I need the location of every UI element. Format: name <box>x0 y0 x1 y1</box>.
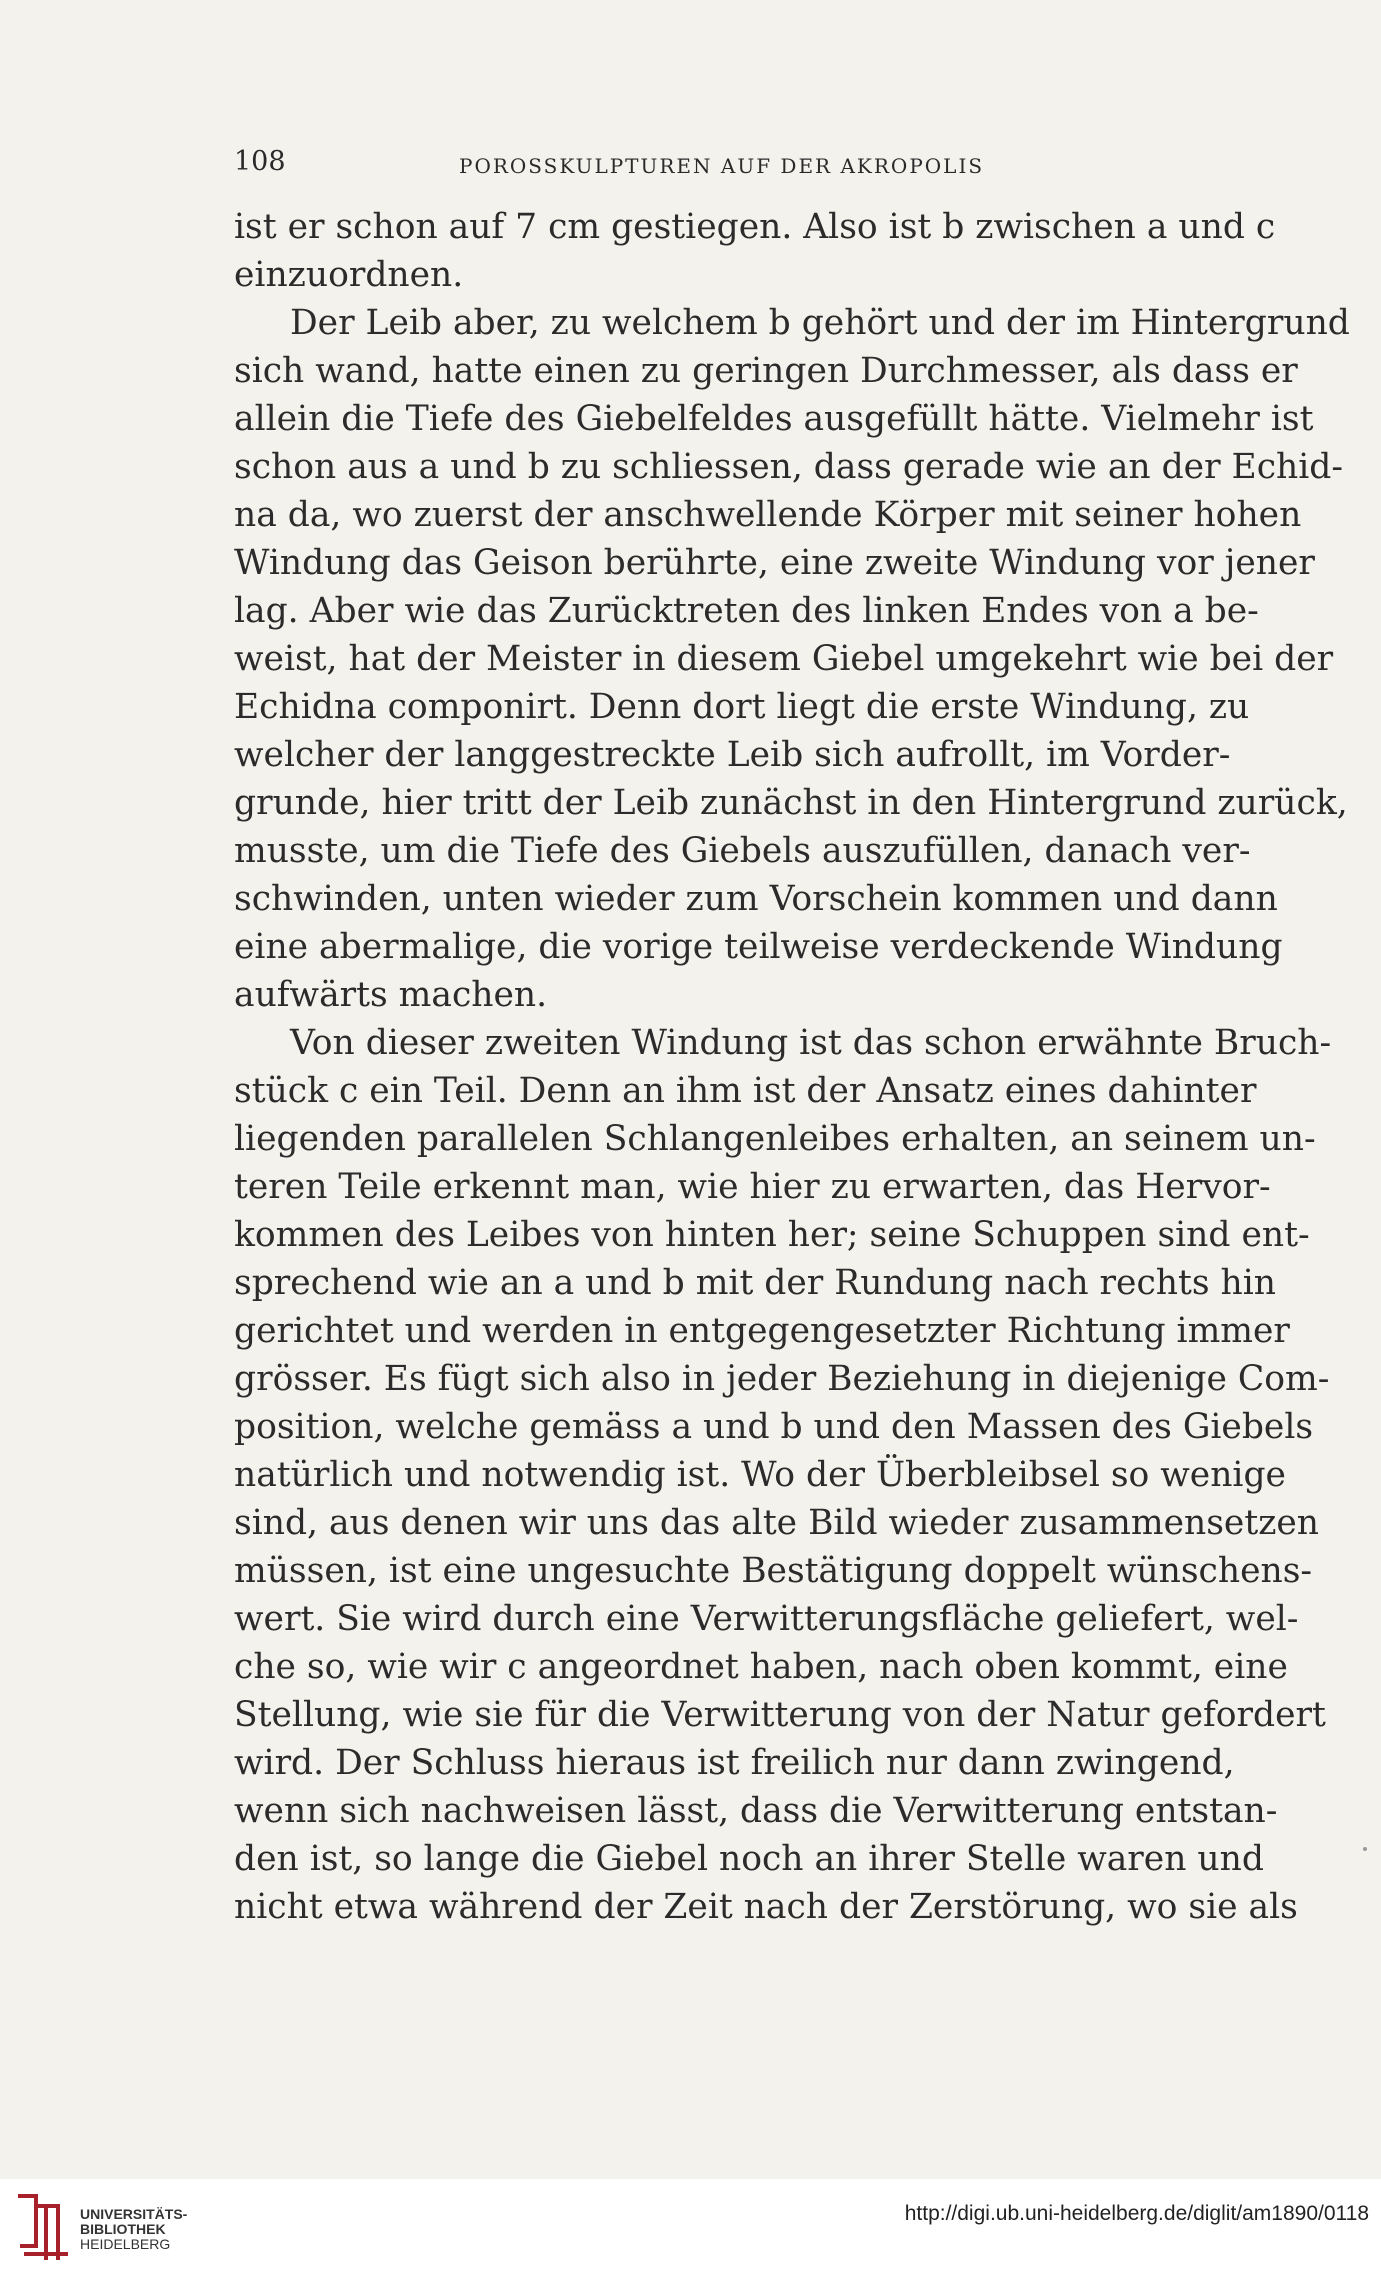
text-line: wird. Der Schluss hieraus ist freilich nur dann zwingend, <box>234 1743 1235 1783</box>
margin-mark <box>1363 1847 1367 1851</box>
running-title: POROSSKULPTUREN AUF DER AKROPOLIS <box>459 154 985 178</box>
text-line: stück c ein Teil. Denn an ihm ist der Ansatz eines dahinter <box>234 1071 1257 1111</box>
text-line: wert. Sie wird durch eine Verwitterungsfläche geliefert, wel- <box>234 1599 1299 1639</box>
text-line: Stellung, wie sie für die Verwitterung von der Natur gefordert <box>234 1695 1326 1735</box>
text-line: lag. Aber wie das Zurücktreten des linken Endes von a be- <box>234 591 1259 631</box>
library-name-line-2: BIBLIOTHEK <box>80 2221 166 2237</box>
text-line: wenn sich nachweisen lässt, dass die Verwitterung entstan- <box>234 1791 1278 1831</box>
text-line: einzuordnen. <box>234 255 464 295</box>
text-line: Windung das Geison berührte, eine zweite Windung vor jener <box>234 543 1315 583</box>
text-line: musste, um die Tiefe des Giebels auszufüllen, danach ver- <box>234 831 1251 871</box>
text-line: teren Teile erkennt man, wie hier zu erwarten, das Hervor- <box>234 1167 1271 1207</box>
text-line: na da, wo zuerst der anschwellende Körper mit seiner hohen <box>234 495 1302 535</box>
page-header <box>234 146 1214 186</box>
text-line: grunde, hier tritt der Leib zunächst in den Hintergrund zurück, <box>234 783 1348 823</box>
text-line: aufwärts machen. <box>234 975 548 1015</box>
text-line: gerichtet und werden in entgegengesetzter Richtung immer <box>234 1311 1290 1351</box>
text-line: schon aus a und b zu schliessen, dass gerade wie an der Echid- <box>234 447 1344 487</box>
text-line: sprechend wie an a und b mit der Rundung nach rechts hin <box>234 1263 1276 1303</box>
text-line: che so, wie wir c angeordnet haben, nach oben kommt, eine <box>234 1647 1288 1687</box>
footer-bar <box>0 2179 1381 2279</box>
text-line: ist er schon auf 7 cm gestiegen. Also ist b zwischen a und c <box>234 207 1276 247</box>
source-url-link[interactable]: http://digi.ub.uni-heidelberg.de/diglit/am1890/0118 <box>904 2202 1369 2225</box>
text-line: position, welche gemäss a und b und den Massen des Giebels <box>234 1407 1314 1447</box>
text-line: natürlich und notwendig ist. Wo der Überbleibsel so wenige <box>234 1455 1286 1495</box>
text-line: Von dieser zweiten Windung ist das schon erwähnte Bruch- <box>290 1023 1332 1063</box>
text-line: liegenden parallelen Schlangenleibes erhalten, an seinem un- <box>234 1119 1316 1159</box>
library-name-line-1: UNIVERSITÄTS- <box>80 2206 188 2222</box>
library-name-line-3: HEIDELBERG <box>80 2236 171 2252</box>
text-line: müssen, ist eine ungesuchte Bestätigung doppelt wünschens- <box>234 1551 1313 1591</box>
text-line: weist, hat der Meister in diesem Giebel umgekehrt wie bei der <box>234 639 1334 679</box>
text-line: grösser. Es fügt sich also in jeder Beziehung in diejenige Com- <box>234 1359 1330 1399</box>
text-line: Echidna componirt. Denn dort liegt die erste Windung, zu <box>234 687 1250 727</box>
library-name <box>80 2207 187 2252</box>
text-line: eine abermalige, die vorige teilweise verdeckende Windung <box>234 927 1283 967</box>
text-line: schwinden, unten wieder zum Vorschein kommen und dann <box>234 879 1278 919</box>
text-line: nicht etwa während der Zeit nach der Zerstörung, wo sie als <box>234 1887 1298 1927</box>
text-line: den ist, so lange die Giebel noch an ihrer Stelle waren und <box>234 1839 1264 1879</box>
text-line: sind, aus denen wir uns das alte Bild wieder zusammensetzen <box>234 1503 1320 1543</box>
text-line: sich wand, hatte einen zu geringen Durchmesser, als dass er <box>234 351 1298 391</box>
page-number: 108 <box>234 146 286 177</box>
text-line: kommen des Leibes von hinten her; seine Schuppen sind ent- <box>234 1215 1310 1255</box>
text-line: welcher der langgestreckte Leib sich aufrollt, im Vorder- <box>234 735 1231 775</box>
body-text <box>234 203 1350 1931</box>
text-line: allein die Tiefe des Giebelfeldes ausgefüllt hätte. Vielmehr ist <box>234 399 1314 439</box>
text-line: Der Leib aber, zu welchem b gehört und der im Hintergrund <box>290 303 1350 343</box>
